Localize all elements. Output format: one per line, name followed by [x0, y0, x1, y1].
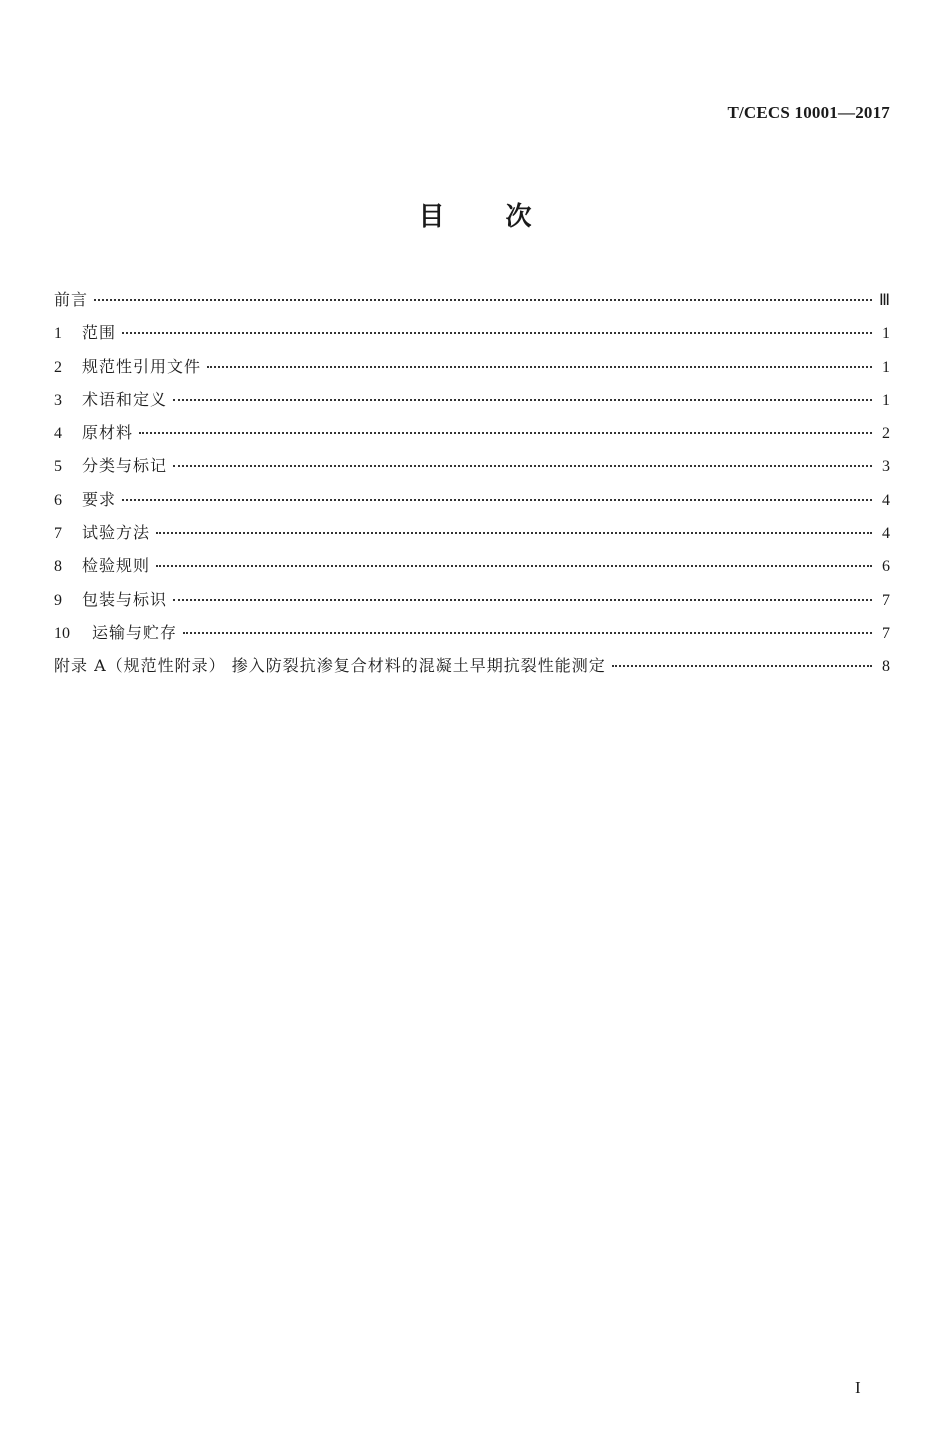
- toc-entry-label: 范围: [82, 323, 117, 343]
- toc-entry-label: 分类与标记: [82, 456, 168, 476]
- toc-leader-dots: [183, 632, 872, 634]
- toc-entry-page: 2: [882, 425, 890, 443]
- toc-leader-dots: [94, 299, 872, 301]
- toc-entry-page: 3: [882, 458, 890, 476]
- toc-entry-label: 运输与贮存: [92, 622, 178, 642]
- toc-leader-dots: [156, 532, 872, 534]
- toc-leader-dots: [139, 432, 872, 434]
- toc-entry-page: 4: [882, 491, 890, 509]
- toc-entry-number: 8: [54, 558, 62, 576]
- toc-entry-number: 9: [54, 591, 62, 609]
- toc-entry-page: 1: [882, 325, 890, 343]
- toc-entry-page: 7: [882, 591, 890, 609]
- toc-entry-number: 3: [54, 391, 62, 409]
- toc-entry-5[interactable]: [54, 449, 890, 482]
- toc-leader-dots: [612, 665, 872, 667]
- toc-entry-9[interactable]: [54, 583, 890, 616]
- toc-leader-dots: [122, 499, 872, 501]
- toc-entry-label: 附录 A（规范性附录） 掺入防裂抗渗复合材料的混凝土早期抗裂性能测定: [54, 656, 606, 676]
- toc-entry-label: 术语和定义: [82, 389, 168, 409]
- toc-entry-label: 要求: [82, 489, 117, 509]
- toc-entry-label: 原材料: [82, 423, 134, 443]
- toc-entry-8[interactable]: [54, 549, 890, 582]
- toc-leader-dots: [207, 366, 872, 368]
- toc-leader-dots: [173, 465, 872, 467]
- standard-code: T/CECS 10001—2017: [727, 103, 890, 122]
- toc-entry-3[interactable]: [54, 383, 890, 416]
- toc-entry-1[interactable]: [54, 316, 890, 349]
- toc-entry-label: 检验规则: [82, 556, 151, 576]
- toc-entry-4[interactable]: [54, 416, 890, 449]
- toc-entry-number: 6: [54, 491, 62, 509]
- table-of-contents: [54, 283, 890, 683]
- toc-entry-label: 包装与标识: [82, 589, 168, 609]
- toc-entry-appendix-a[interactable]: [54, 649, 890, 682]
- toc-entry-number: 10: [54, 624, 70, 642]
- toc-leader-dots: [173, 599, 872, 601]
- toc-entry-page: Ⅲ: [878, 292, 890, 309]
- toc-entry-7[interactable]: [54, 516, 890, 549]
- toc-entry-label: 试验方法: [82, 523, 151, 543]
- toc-leader-dots: [122, 332, 872, 334]
- toc-entry-number: 1: [54, 325, 62, 343]
- toc-entry-6[interactable]: [54, 483, 890, 516]
- toc-entry-number: 7: [54, 525, 62, 543]
- toc-entry-number: 5: [54, 458, 62, 476]
- toc-entry-10[interactable]: [54, 616, 890, 649]
- page-title: 目 次: [418, 202, 532, 232]
- toc-entry-2[interactable]: [54, 350, 890, 383]
- toc-entry-page: 7: [882, 624, 890, 642]
- toc-entry-label: 规范性引用文件: [82, 356, 202, 376]
- toc-entry-foreword[interactable]: [54, 283, 890, 316]
- toc-leader-dots: [156, 565, 872, 567]
- page-number: I: [855, 1378, 861, 1397]
- toc-entry-page: 6: [882, 558, 890, 576]
- toc-entry-page: 1: [882, 358, 890, 376]
- toc-entry-number: 4: [54, 425, 62, 443]
- toc-entry-label: 前言: [54, 290, 89, 309]
- toc-leader-dots: [173, 399, 872, 401]
- toc-entry-page: 1: [882, 391, 890, 409]
- toc-entry-number: 2: [54, 358, 62, 376]
- toc-entry-page: 8: [882, 658, 890, 676]
- toc-entry-page: 4: [882, 525, 890, 543]
